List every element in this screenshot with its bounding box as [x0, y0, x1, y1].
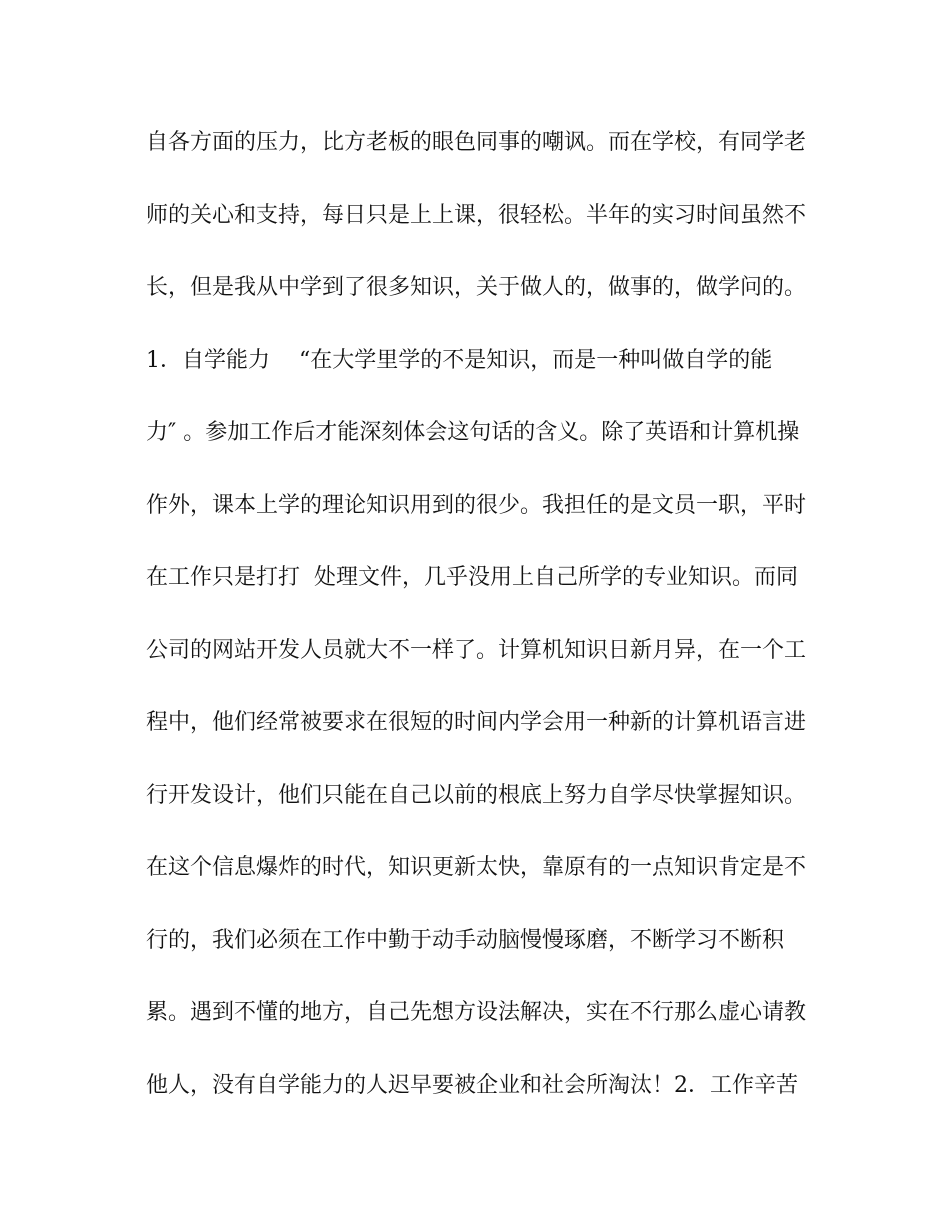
text-line: 累。遇到不懂的地方，自己先想方设法解决，实在不行那么虚心请教: [146, 1000, 807, 1025]
text-line: 作外，课本上学的理论知识用到的很少。我担任的是文员一职，平时: [146, 492, 807, 518]
text-line: 他人，没有自学能力的人迟早要被企业和社会所淘汰！2．工作辛苦: [146, 1072, 798, 1098]
text-line: 师的关心和支持，每日只是上上课，很轻松。半年的实习时间虽然不: [146, 202, 807, 228]
text-line: 程中，他们经常被要求在很短的时间内学会用一种新的计算机语言进: [146, 710, 807, 735]
text-line: 长，但是我从中学到了很多知识，关于做人的，做事的，做学问的。: [146, 275, 807, 300]
text-line: 1．自学能力 “在大学里学的不是知识，而是一种叫做自学的能: [146, 347, 773, 373]
text-line: 在这个信息爆炸的时代，知识更新太快，靠原有的一点知识肯定是不: [146, 855, 807, 880]
text-line: 在工作只是打打 处理文件，几乎没用上自己所学的专业知识。而同: [146, 565, 798, 590]
text-line: 自各方面的压力，比方老板的眼色同事的嘲讽。而在学校，有同学老: [146, 130, 807, 155]
text-line: 行开发设计，他们只能在自己以前的根底上努力自学尽快掌握知识。: [146, 782, 807, 808]
body-text: [146, 118, 816, 1133]
text-line: 公司的网站开发人员就大不一样了。计算机知识日新月异，在一个工: [146, 637, 807, 663]
text-line: 行的，我们必须在工作中勤于动手动脑慢慢琢磨，不断学习不断积: [146, 927, 785, 953]
text-line: 力″ 。参加工作后才能深刻体会这句话的含义。除了英语和计算机操: [146, 420, 800, 445]
